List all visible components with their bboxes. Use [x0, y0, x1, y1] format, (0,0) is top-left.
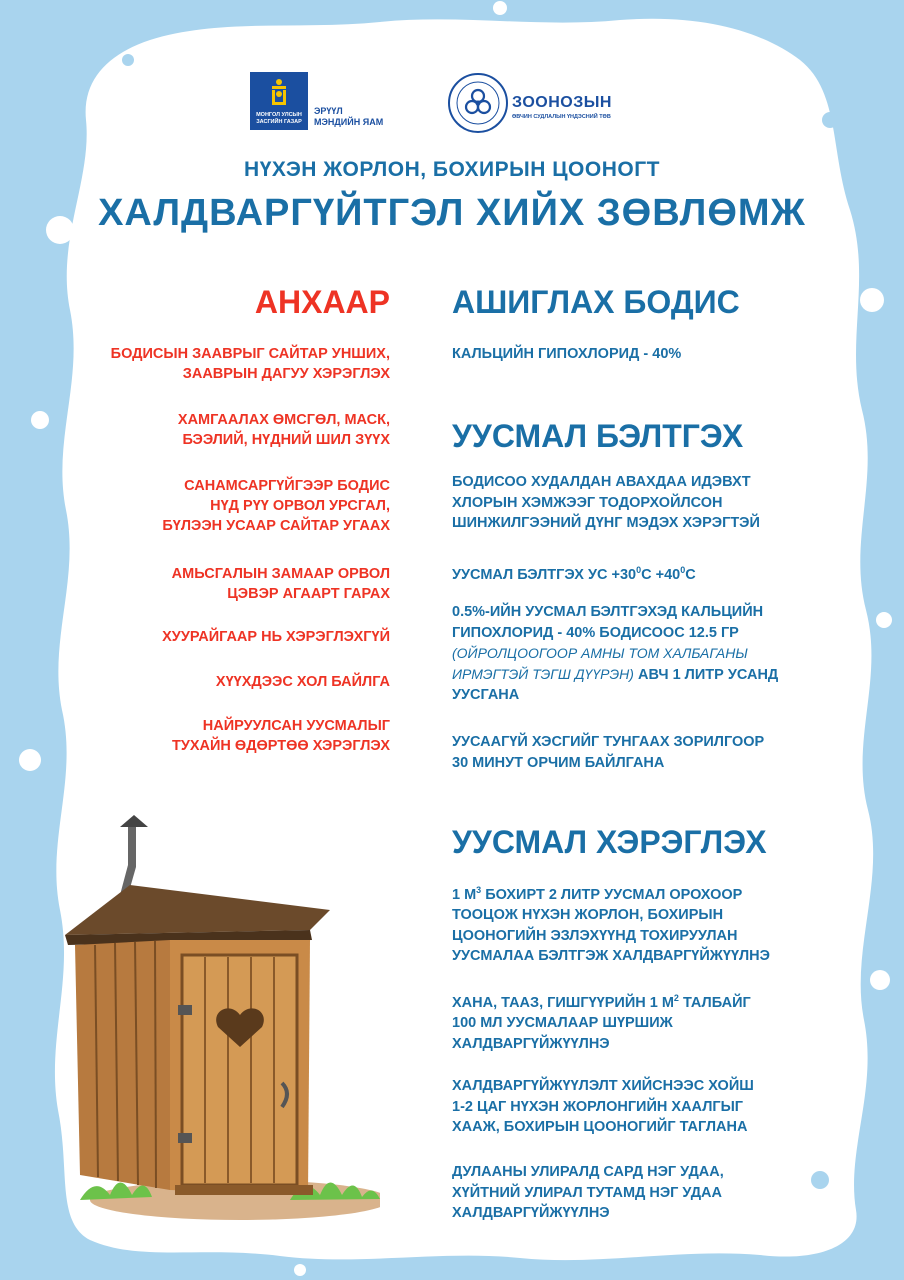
attention-item	[178, 410, 390, 450]
paragraph-line: 100 МЛ УУСМАЛААР ШҮРШИЖ	[452, 1015, 673, 1032]
attention-item	[162, 627, 390, 647]
paragraph-line: 1-2 ЦАГ НҮХЭН ЖОРЛОНГИЙН ХААЛГЫГ	[452, 1098, 743, 1115]
square-mark: 2	[673, 993, 679, 1003]
attention-item-line: ХУУРАЙГААР НЬ ХЭРЭГЛЭХГҮЙ	[162, 629, 390, 645]
water-temp-text: УУСМАЛ БЭЛТГЭХ УС +30	[452, 566, 637, 583]
zoonotic-center-name: ЗООНОЗЫН	[512, 94, 612, 111]
substance-text: КАЛЬЦИЙН ГИПОХЛОРИД - 40%	[452, 346, 682, 362]
paragraph-line: ТООЦОЖ НҮХЭН ЖОРЛОН, БОХИРЫН	[452, 907, 724, 924]
poster-title: ХАЛДВАРГҮЙТГЭЛ ХИЙХ ЗӨВЛӨМЖ	[98, 192, 806, 234]
degree-mark: 0	[680, 565, 686, 575]
paragraph-line: ЦООНОГИЙН ЭЗЛЭХҮҮНД ТОХИРУУЛАН	[452, 927, 738, 944]
attention-heading: АНХААР	[254, 284, 390, 320]
attention-item	[172, 564, 390, 604]
paragraph-line: ХЛОРЫН ХЭМЖЭЭГ ТОДОРХОЙЛСОН	[452, 494, 723, 511]
prepare-paragraph-1	[452, 472, 760, 534]
paragraph-line: ШИНЖИЛГЭЭНИЙ ДҮНГ МЭДЭХ ХЭРЭГТЭЙ	[452, 515, 760, 531]
government-logo	[250, 72, 308, 130]
ministry-name	[314, 106, 383, 128]
prepare-heading: УУСМАЛ БЭЛТГЭХ	[452, 418, 744, 454]
logo-bar	[0, 72, 904, 138]
paragraph-line: УУСГАНА	[452, 687, 520, 703]
paragraph-text: БОХИРТ 2 ЛИТР УУСМАЛ ОРОХООР	[481, 886, 743, 903]
poster-subtitle: НҮХЭН ЖОРЛОН, БОХИРЫН ЦООНОГТ	[244, 158, 660, 181]
zoonotic-center-subtitle: ӨВЧИН СУДЛАЛЫН ҮНДЭСНИЙ ТӨВ	[512, 114, 611, 120]
attention-item	[172, 716, 390, 756]
paragraph-note: (ОЙРОЛЦООГООР АМНЫ ТОМ ХАЛБАГАНЫ	[452, 645, 748, 661]
paragraph-line: 0.5%-ИЙН УУСМАЛ БЭЛТГЭХЭД КАЛЬЦИЙН	[452, 604, 764, 620]
attention-item-line: ХҮҮХДЭЭС ХОЛ БАЙЛГА	[215, 674, 390, 690]
paragraph-line: ГИПОХЛОРИД - 40% БОДИСООС 12.5 ГР	[452, 624, 739, 641]
degree-mark: 0	[636, 565, 642, 575]
cubic-mark: 3	[476, 885, 482, 895]
government-logo-caption-1: МОНГОЛ УЛСЫН	[256, 112, 302, 118]
paragraph-text: ХАНА, ТААЗ, ГИШГҮҮРИЙН 1 М	[452, 994, 674, 1011]
paragraph-line: ХҮЙТНИЙ УЛИРАЛ ТУТАМД НЭГ УДАА	[452, 1184, 722, 1201]
soyombo-emblem-icon	[267, 78, 291, 106]
paragraph-line: ХАЛДВАРГҮЙЖҮҮЛНЭ	[452, 1035, 610, 1052]
ministry-name-line-2: МЭНДИЙН ЯАМ	[314, 117, 384, 127]
attention-item-line: БҮЛЭЭН УСААР САЙТАР УГААХ	[162, 518, 390, 534]
zoonotic-center-logo-icon	[447, 72, 509, 134]
ministry-name-line-1: ЭРҮҮЛ	[314, 106, 343, 116]
attention-item	[216, 672, 390, 692]
attention-item	[111, 344, 390, 384]
paragraph-text: ТАЛБАЙГ	[678, 994, 751, 1011]
paragraph-line: 30 МИНУТ ОРЧИМ БАЙЛГАНА	[452, 754, 665, 771]
water-temp-text: С	[685, 566, 696, 583]
paragraph-line: УУСМАЛАА БЭЛТГЭЖ ХАЛДВАРГҮЙЖҮҮЛНЭ	[452, 948, 770, 965]
outhouse-illustration	[60, 815, 380, 1235]
paragraph-line: ХАЛДВАРГҮЙЖҮҮЛЭЛТ ХИЙСНЭЭС ХОЙШ	[452, 1078, 754, 1094]
attention-item-line: БОДИСЫН ЗААВРЫГ САЙТАР УНШИХ,	[110, 346, 390, 362]
substance-heading: АШИГЛАХ БОДИС	[452, 284, 740, 320]
attention-item-line: НАЙРУУЛСАН УУСМАЛЫГ	[202, 718, 390, 734]
attention-item-line: САНАМСАРГҮЙГЭЭР БОДИС	[184, 478, 390, 494]
attention-item-line: ЗААВРЫН ДАГУУ ХЭРЭГЛЭХ	[182, 366, 390, 382]
prepare-paragraph-3	[452, 602, 778, 706]
government-logo-caption-2: ЗАСГИЙН ГАЗАР	[256, 119, 302, 125]
attention-item-line: ЦЭВЭР АГААРТ ГАРАХ	[227, 586, 390, 602]
paragraph-line: ДУЛААНЫ УЛИРАЛД САРД НЭГ УДАА,	[452, 1164, 724, 1180]
prepare-paragraph-4	[452, 732, 764, 773]
paragraph-line: ХАЛДВАРГҮЙЖҮҮЛНЭ	[452, 1205, 610, 1221]
use-paragraph-1	[452, 880, 770, 967]
use-heading: УУСМАЛ ХЭРЭГЛЭХ	[452, 824, 767, 860]
paragraph-line: УУСААГҮЙ ХЭСГИЙГ ТУНГААХ ЗОРИЛГООР	[452, 734, 765, 750]
attention-item-line: ТУХАЙН ӨДӨРТӨӨ ХЭРЭГЛЭХ	[171, 738, 390, 754]
use-paragraph-4	[452, 1162, 724, 1224]
attention-item	[162, 476, 390, 536]
attention-item-line: АМЬСГАЛЫН ЗАМААР ОРВОЛ	[171, 566, 390, 582]
attention-item-line: НҮД РҮҮ ОРВОЛ УРСГАЛ,	[210, 498, 390, 514]
paragraph-line: АВЧ 1 ЛИТР УСАНД	[637, 666, 779, 683]
use-paragraph-3	[452, 1076, 754, 1138]
attention-item-line: БЭЭЛИЙ, НҮДНИЙ ШИЛ ЗҮҮХ	[182, 432, 390, 448]
use-paragraph-2	[452, 988, 751, 1054]
paragraph-line: БОДИСОО ХУДАЛДАН АВАХДАА ИДЭВХТ	[452, 474, 751, 490]
paragraph-note: ИРМЭГТЭЙ ТЭГШ ДҮҮРЭН)	[452, 665, 634, 682]
attention-item-line: ХАМГААЛАХ ӨМСГӨЛ, МАСК,	[177, 412, 390, 428]
prepare-paragraph-2	[452, 560, 696, 585]
water-temp-text: С +40	[641, 566, 681, 583]
paragraph-text: 1 М	[452, 886, 477, 903]
paragraph-line: ХААЖ, БОХИРЫН ЦООНОГИЙГ ТАГЛАНА	[452, 1119, 748, 1135]
